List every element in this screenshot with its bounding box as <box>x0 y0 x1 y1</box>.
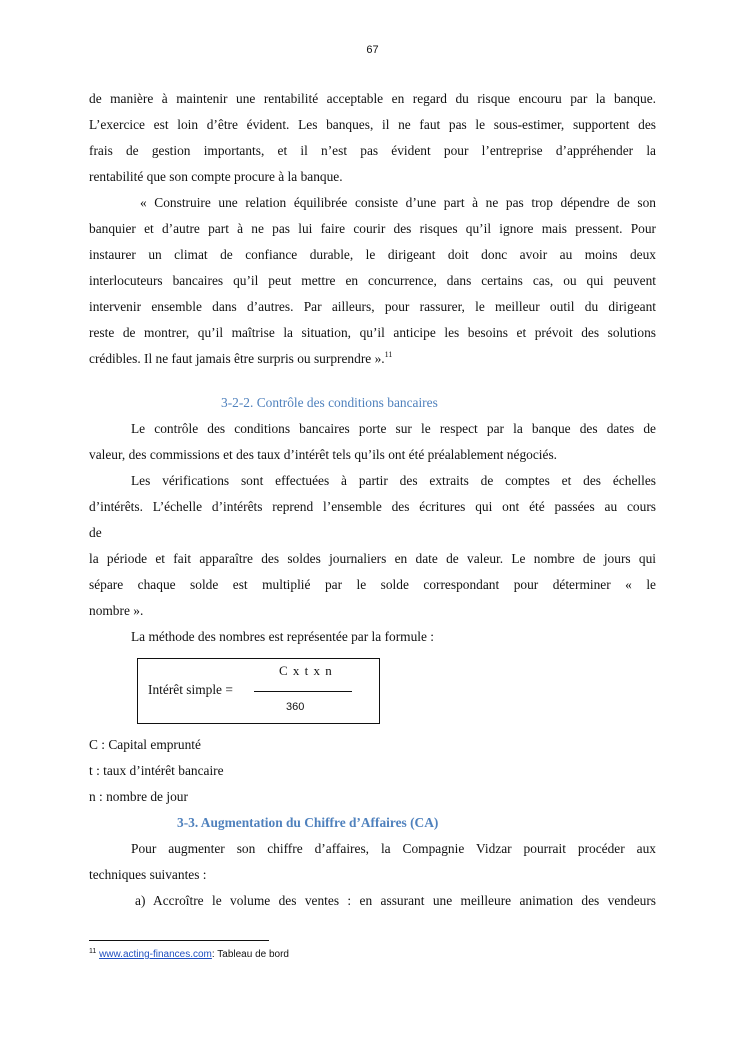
footnote-separator <box>89 940 269 941</box>
quote-line: « Construire une relation équilibrée consiste d’une part à ne pas trop dépendre de son <box>140 195 656 210</box>
quote-line: intervenir ensemble dans d’autres. Par ailleurs, pour rassurer, le meilleur outil du dirigeant <box>89 299 656 314</box>
section-heading-3-3: 3-3. Augmentation du Chiffre d’Affaires (CA) <box>177 815 439 830</box>
paragraph-line: La méthode des nombres est représentée par la formule : <box>131 629 435 644</box>
paragraph-line: Les vérifications sont effectuées à partir des extraits de comptes et des échelles <box>131 473 656 488</box>
paragraph-line: a) Accroître le volume des ventes : en assurant une meilleure animation des vendeurs <box>135 893 656 908</box>
paragraph-line: techniques suivantes : <box>89 867 207 882</box>
formula-numerator: C x t x n <box>279 663 333 678</box>
footnote-reference[interactable]: 11 <box>384 350 393 359</box>
paragraph-line: valeur, des commissions et des taux d’intérêt tels qu’ils ont été préalablement négociés. <box>89 447 557 462</box>
paragraph-line: de <box>89 525 102 540</box>
quote-line: reste de montrer, qu’il maîtrise la situation, qu’il anticipe les besoins et prévoit des solutions <box>89 325 656 340</box>
paragraph-line: d’intérêts. L’échelle d’intérêts reprend l’ensemble des écritures qui ont été passées au cours <box>89 499 656 514</box>
quote-line-last <box>89 346 656 372</box>
definition-capital: C : Capital emprunté <box>89 737 201 752</box>
section-heading-3-2-2: 3-2-2. Contrôle des conditions bancaires <box>221 395 438 410</box>
footnote-text: : Tableau de bord <box>211 949 289 960</box>
paragraph-line: Le contrôle des conditions bancaires porte sur le respect par la banque des dates de <box>131 421 656 436</box>
quote-line: instaurer un climat de confiance durable, le dirigeant doit donc avoir au moins deux <box>89 247 656 262</box>
page-number: 67 <box>366 44 379 56</box>
quote-line: banquier et d’autre part à ne pas lui faire courir des risques qu’il ignore mais pressent. Pour <box>89 221 656 236</box>
fraction-bar <box>254 691 352 692</box>
footnote-number: 11 <box>89 948 97 955</box>
paragraph-line: L’exercice est loin d’être évident. Les banques, il ne faut pas le sous-estimer, supportent des <box>89 117 656 132</box>
document-body <box>89 86 656 914</box>
paragraph-line: frais de gestion importants, et il n’est pas évident pour l’entreprise d’appréhender la <box>89 143 656 158</box>
paragraph-line: de manière à maintenir une rentabilité acceptable en regard du risque encouru par la banque. <box>89 91 656 106</box>
definition-taux: t : taux d’intérêt bancaire <box>89 763 224 778</box>
definition-jours: n : nombre de jour <box>89 789 188 804</box>
paragraph-line: Pour augmenter son chiffre d’affaires, la Compagnie Vidzar pourrait procéder aux <box>131 841 656 856</box>
paragraph-line: la période et fait apparaître des soldes journaliers en date de valeur. Le nombre de jours qui <box>89 551 656 566</box>
footnote <box>89 948 289 962</box>
paragraph-line: sépare chaque solde est multiplié par le solde correspondant pour déterminer « le <box>89 577 656 592</box>
quote-end-text: crédibles. Il ne faut jamais être surpris ou surprendre ». <box>89 351 385 366</box>
formula-denominator: 360 <box>286 701 305 713</box>
quote-line: interlocuteurs bancaires qu’il peut mettre en concurrence, dans certains cas, ou qui peuvent <box>89 273 656 288</box>
formula-box <box>137 658 380 724</box>
paragraph-line: rentabilité que son compte procure à la banque. <box>89 169 343 184</box>
paragraph-line: nombre ». <box>89 603 144 618</box>
footnote-link[interactable]: www.acting-finances.com <box>99 949 212 960</box>
formula-label: Intérêt simple = <box>148 682 233 697</box>
